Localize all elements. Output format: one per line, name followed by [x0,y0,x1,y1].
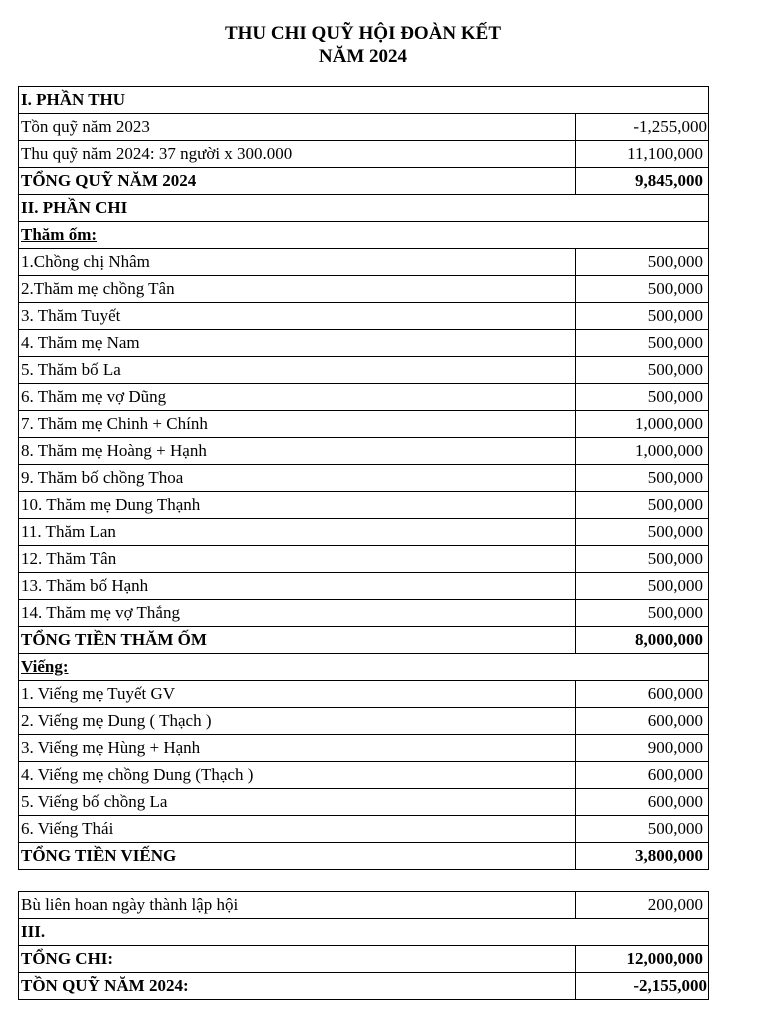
row-amount: 1,000,000 [576,438,709,465]
table-row [19,600,709,627]
table-row [19,357,709,384]
table-row [19,87,709,114]
table-row [19,546,709,573]
table-row [19,168,709,195]
row-amount: 200,000 [576,892,709,919]
row-label: Bù liên hoan ngày thành lập hội [19,892,576,919]
row-amount: 3,800,000 [576,843,709,870]
row-label: Thăm ốm: [19,222,709,249]
row-label: TỒN QUỸ NĂM 2024: [19,973,576,1000]
table-row [19,654,709,681]
table-row [19,681,709,708]
row-amount: -1,255,000 [576,114,709,141]
income-expense-table [18,86,709,870]
table-row [19,411,709,438]
table-row [19,384,709,411]
table-row [19,492,709,519]
row-label: 1. Viếng mẹ Tuyết GV [19,681,576,708]
row-label: 7. Thăm mẹ Chinh + Chính [19,411,576,438]
table-row [19,519,709,546]
row-amount: 500,000 [576,600,709,627]
row-label: 12. Thăm Tân [19,546,576,573]
table-row [19,708,709,735]
document-title: THU CHI QUỸ HỘI ĐOÀN KẾT [224,23,502,44]
table-row [19,276,709,303]
row-label: 9. Thăm bố chồng Thoa [19,465,576,492]
table-row [19,843,709,870]
row-label: TỔNG TIỀN THĂM ỐM [19,627,576,654]
table-row [19,892,709,919]
row-label: TỔNG QUỸ NĂM 2024 [19,168,576,195]
row-amount: 500,000 [576,816,709,843]
row-label: 1.Chồng chị Nhâm [19,249,576,276]
row-amount: 600,000 [576,708,709,735]
row-amount: 11,100,000 [576,141,709,168]
row-label: I. PHẦN THU [19,87,709,114]
table-row [19,946,709,973]
row-amount: 12,000,000 [576,946,709,973]
row-amount: 500,000 [576,249,709,276]
row-amount: -2,155,000 [576,973,709,1000]
table-row [19,303,709,330]
table-row [19,141,709,168]
row-amount: 500,000 [576,384,709,411]
table-row [19,573,709,600]
row-amount: 500,000 [576,303,709,330]
row-amount: 600,000 [576,789,709,816]
row-label: 11. Thăm Lan [19,519,576,546]
row-amount: 900,000 [576,735,709,762]
table-row [19,330,709,357]
table-row [19,438,709,465]
row-amount: 600,000 [576,762,709,789]
table-row [19,789,709,816]
row-amount: 500,000 [576,519,709,546]
row-label: TỔNG TIỀN VIẾNG [19,843,576,870]
row-label: 6. Viếng Thái [19,816,576,843]
row-label: 6. Thăm mẹ vợ Dũng [19,384,576,411]
row-label: 14. Thăm mẹ vợ Thắng [19,600,576,627]
row-amount: 600,000 [576,681,709,708]
row-label: 5. Thăm bố La [19,357,576,384]
row-amount: 1,000,000 [576,411,709,438]
row-amount: 500,000 [576,330,709,357]
row-label: 3. Viếng mẹ Hùng + Hạnh [19,735,576,762]
row-label: II. PHẦN CHI [19,195,709,222]
row-label: 10. Thăm mẹ Dung Thạnh [19,492,576,519]
table-row [19,627,709,654]
row-label: 2. Viếng mẹ Dung ( Thạch ) [19,708,576,735]
document-subtitle-year: NĂM 2024 [318,46,408,67]
row-amount: 500,000 [576,357,709,384]
table-row [19,973,709,1000]
summary-table [18,891,709,1000]
row-amount: 9,845,000 [576,168,709,195]
table-row [19,919,709,946]
table-row [19,762,709,789]
row-label: TỔNG CHI: [19,946,576,973]
row-label: Viếng: [19,654,709,681]
row-label: 4. Thăm mẹ Nam [19,330,576,357]
row-amount: 500,000 [576,276,709,303]
row-amount: 500,000 [576,546,709,573]
row-amount: 500,000 [576,573,709,600]
table-row [19,114,709,141]
table-row [19,465,709,492]
row-label: 13. Thăm bố Hạnh [19,573,576,600]
row-label: 3. Thăm Tuyết [19,303,576,330]
row-label: 4. Viếng mẹ chồng Dung (Thạch ) [19,762,576,789]
row-amount: 8,000,000 [576,627,709,654]
table-row [19,735,709,762]
table-row [19,195,709,222]
row-label: Thu quỹ năm 2024: 37 người x 300.000 [19,141,576,168]
row-label: 5. Viếng bố chồng La [19,789,576,816]
row-label: III. [19,919,709,946]
row-label: 2.Thăm mẹ chồng Tân [19,276,576,303]
table-row [19,222,709,249]
table-row [19,816,709,843]
row-label: 8. Thăm mẹ Hoàng + Hạnh [19,438,576,465]
row-amount: 500,000 [576,465,709,492]
row-amount: 500,000 [576,492,709,519]
table-row [19,249,709,276]
row-label: Tồn quỹ năm 2023 [19,114,576,141]
